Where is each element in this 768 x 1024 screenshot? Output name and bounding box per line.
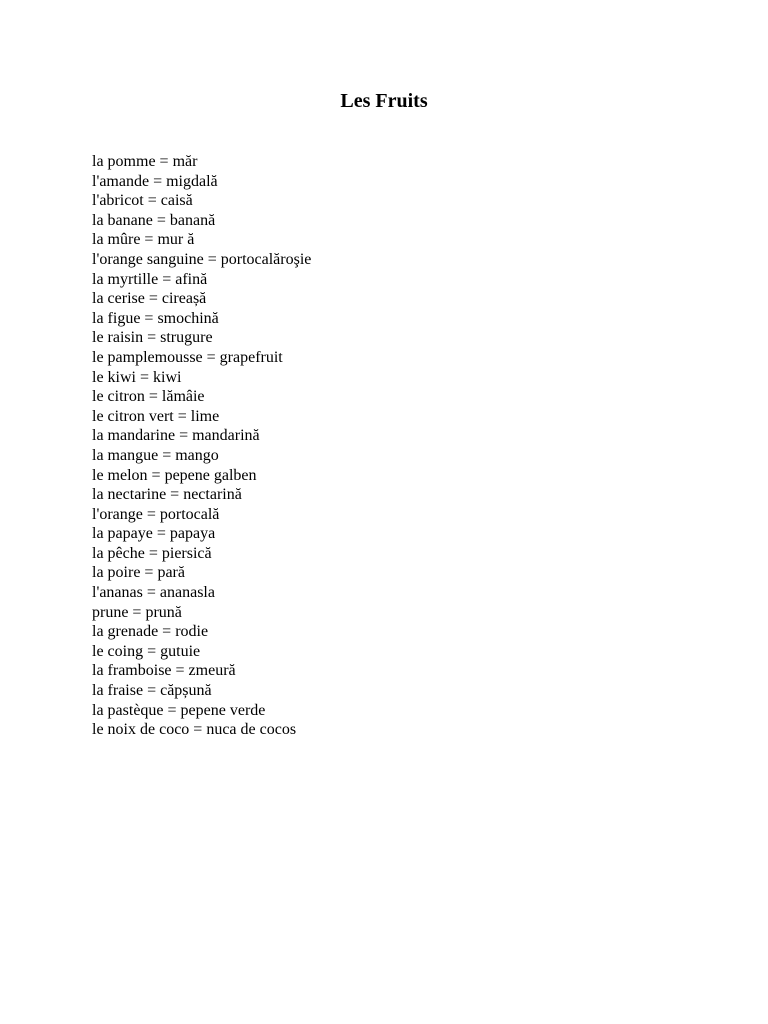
vocabulary-entry: l'orange sanguine = portocalăroşie xyxy=(92,250,312,268)
vocabulary-entry: le citron = lămâie xyxy=(92,388,205,406)
vocabulary-entry: l'abricot = caisă xyxy=(92,192,193,210)
vocabulary-entry: le coing = gutuie xyxy=(92,642,201,660)
vocabulary-entry: la mûre = mur ă xyxy=(92,231,195,249)
vocabulary-entry: la grenade = rodie xyxy=(92,623,209,641)
vocabulary-entry: le raisin = strugure xyxy=(92,329,213,347)
vocabulary-entry: la poire = pară xyxy=(92,564,185,582)
vocabulary-entry: la cerise = cireașă xyxy=(92,290,207,308)
vocabulary-entry: le melon = pepene galben xyxy=(92,466,257,484)
page-title: Les Fruits xyxy=(340,90,428,112)
vocabulary-entry: la pastèque = pepene verde xyxy=(92,701,266,719)
vocabulary-entry: le noix de coco = nuca de cocos xyxy=(92,721,297,739)
vocabulary-entry: la pêche = piersică xyxy=(92,544,212,562)
vocabulary-entry: la nectarine = nectarină xyxy=(92,486,242,504)
vocabulary-entry: la banane = banană xyxy=(92,211,216,229)
vocabulary-entry: la fraise = căpșună xyxy=(92,682,212,700)
vocabulary-entry: la pomme = măr xyxy=(92,153,198,170)
vocabulary-entry: le citron vert = lime xyxy=(92,407,220,425)
vocabulary-entry: l'orange = portocală xyxy=(92,505,220,523)
vocabulary-entry: l'ananas = ananasla xyxy=(92,584,215,602)
vocabulary-entry: la framboise = zmeură xyxy=(92,662,236,680)
vocabulary-entry: le pamplemousse = grapefruit xyxy=(92,348,283,366)
vocabulary-entry: prune = prună xyxy=(92,603,182,621)
vocabulary-entry: le kiwi = kiwi xyxy=(92,368,182,386)
vocabulary-entry: la mangue = mango xyxy=(92,446,219,464)
vocabulary-entry: la mandarine = mandarină xyxy=(92,427,260,445)
vocabulary-entry: la figue = smochină xyxy=(92,309,219,327)
vocabulary-entry: la myrtille = afină xyxy=(92,270,208,288)
vocabulary-entry: la papaye = papaya xyxy=(92,525,216,543)
vocabulary-entry: l'amande = migdală xyxy=(92,172,218,190)
vocabulary-list xyxy=(92,152,311,740)
